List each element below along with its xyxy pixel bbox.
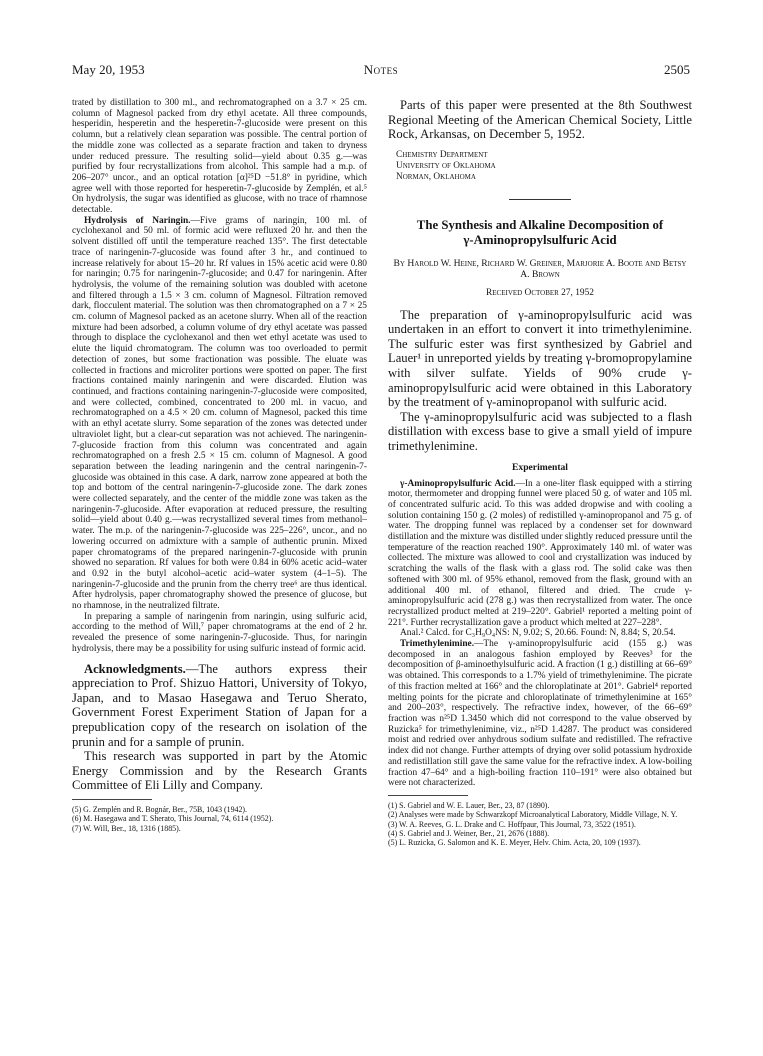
paragraph-body: —The γ-aminopropylsulfuric acid (155 g.) was decomposed in an analogous fashion employed by Reeves³ for the decomposition of β-aminoethylsulfuric acid. A fraction (1 g.) distilling at 66–69° was obtained. This corresponds to a 1.7% yield of trimethylenimine. The picrate of this fraction melted at 166° and the chloroplatinate at 201°. Gabriel⁴ reported melting points for the picrate and chloroplatinate of trimethylenimine at 165° and 200–203°, respectively. The refractive index, however, of the 66–69° fraction was n²⁵D 1.3450 which did not correspond to the value observed by Ruzicka⁵ for trimethylenimine, viz., n²⁵D 1.4287. The product was considered moist and redried over anhydrous sodium sulfate and redistilled. The refractive index did not change. Further attempts of drying over solid potassium hydroxide and redistillation still gave the same value for the refractive index. A low-boiling fraction 47–64° and a high-boiling fraction 110–191° were also obtained but were not characterized. [388, 639, 692, 789]
section-divider [509, 199, 571, 200]
paragraph-body: —Five grams of naringin, 100 ml. of cyclohexanol and 50 ml. of formic acid were refluxed 20 hr. and then the solvent distilled off until the temperature reached 135°. The first detectable trace of naringenin-7-glucoside was found after 3 hr., and continued to increase relatively for about 15–20 hr. Rf values in 15% acetic acid were 0.80 for naringin; 0.75 for naringenin-7-glucoside; and 0.47 for naringenin. After hydrolysis, the volume of the remaining solution was doubled with acetone and filtered through a 1.5 × 3 cm. column of Magnesol. Filtration removed dark, flocculent material. The solution was then chromatographed on a 7 × 25 cm. column of Magnesol packed as an acetone slurry. When all of the reaction mixture had been adsorbed, a column volume of dry ethyl acetate was passed through to displace the cyclohexanol and then wet ethyl acetate was used to elute the liquid chromatogram. The column was too overloaded to permit detection of zones, but some fractionation was possible. The eluate was collected in fractions and microliter portions were spotted on paper. The first fractions contained mainly naringenin and were discarded. Elution was continued, and fractions containing naringenin-7-glucoside were composited, and were collected, combined, concentrated to 200 ml. in vacuo, and rechromatographed on a 4.5 × 20 cm. column of Magnesol, packed this time with an ethyl acetate slurry. Some separation of the zones was detected under ultraviolet light, but a clear-cut separation was not achieved. The naringenin-7-glucoside fraction from this column was concentrated and again rechromatographed on a fresh 2.5 × 15 cm. column of Magnesol. A good separation between the leading naringenin and the central naringenin-7-glucoside was obtained in this case. A dark, narrow zone appeared at both the top and bottom of the central naringenin-7-glucoside zone. The dark zones were collected separately, and the center of the middle zone was taken as the naringenin-7-glucoside. After evaporation at reduced pressure, the resulting solid—yield about 0.40 g.—was recrystallized several times from methanol–water. The m.p. of the naringenin-7-glucoside was 225–226°, uncor., and no lowering occurred on admixture with a sample of authentic prunin. Mixed paper chromatograms of the prepared naringenin-7-glucoside with prunin showed no separation. Rf values for both were 0.84 in 60% acetic acid–water and 0.92 in the butyl alcohol–acetic acid–water system (4–1–5). The naringenin-7-glucoside and the prunin from the cherry tree⁶ are thus identical. After hydrolysis, paper chromatography showed the presence of glucose, but no rhamnose, in the neutralized filtrate. [72, 215, 367, 612]
running-header [72, 62, 690, 78]
presentation-note: Parts of this paper were presented at the 8th Southwest Regional Meeting of the American Chemical Society, Little Rock, Arkansas, on December 5, 1952. [388, 98, 692, 142]
right-footnotes [388, 801, 692, 847]
acknowledgments-heading: Acknowledgments. [84, 661, 186, 676]
affiliation-line: University of Oklahoma [396, 160, 496, 171]
support-paragraph: This research was supported in part by the Atomic Energy Commission and by the Research Grants Committee of Eli Lilly and Company. [72, 749, 367, 793]
intro-paragraph: The γ-aminopropylsulfuric acid was subjected to a flash distillation with excess base to give a small yield of impure trimethylenimine. [388, 409, 692, 453]
naringin-hydrolysis-paragraph [72, 216, 367, 612]
footnote: (7) W. Will, Ber., 18, 1316 (1885). [72, 823, 181, 833]
affiliation-line: Chemistry Department [396, 149, 488, 160]
footnote: (5) G. Zemplén and R. Bognár, Ber., 75B, 1043 (1942). [72, 804, 248, 814]
article-title [388, 218, 692, 248]
header-date: May 20, 1953 [72, 62, 145, 77]
run-in-heading: Trimethylenimine. [400, 639, 475, 650]
header-section: Notes [363, 62, 399, 77]
footnote-rule [72, 799, 152, 800]
sulfuric-acid-paragraph: In preparing a sample of naringenin from naringin, using sulfuric acid, according to the method of Will,⁷ paper chromatograms at the end of 2 hr. revealed the presence of some naringenin-7-glucoside. Thus, for naringin hydrolysis, there may be a possibility for using sulfuric instead of formic acid. [72, 611, 367, 654]
analysis-line: Anal.² Calcd. for C₃H₉O₄NS: N, 9.02; S, 20.66. Found: N, 8.84; S, 20.54. [400, 628, 676, 639]
acknowledgments-paragraph [72, 662, 367, 750]
footnote: (3) W. A. Reeves, G. L. Drake and C. Hoffpaur, This Journal, 73, 3522 (1951). [388, 819, 636, 829]
continued-paragraph: trated by distillation to 300 ml., and rechromatographed on a 3.7 × 25 cm. column of Magnesol packed from dry ethyl acetate. All three compounds, hesperidin, hesperetin and the hesperetin-7-glucoside were present on this column, but a relatively clean separation was possible. The central portion of the middle zone was collected as a separate fraction and taken to dryness under reduced pressure. The resulting solid—yield about 0.35 g.—was purified by four recrystallizations from alcohol. This sample had a m.p. of 206–207° uncor., and an optical rotation [α]²⁵D −51.8° in pyridine, which agree well with those reported for hesperetin-7-glucoside by Zemplén, et al.⁵ On hydrolysis, the sugar was identified as glucose, with no trace of rhamnose detectable. [72, 98, 367, 216]
paragraph-body: —The authors express their appreciation to Prof. Shizuo Hattori, University of Tokyo, Japan, and to Masao Hasegawa and Teruo Sherato, Government Forest Experiment Station of Japan for a prepublication copy of the research on isolation of the prunin and for a sample of prunin. [72, 661, 367, 749]
footnote: (5) L. Ruzicka, G. Salomon and K. E. Meyer, Helv. Chim. Acta, 20, 109 (1937). [388, 838, 641, 848]
title-line: The Synthesis and Alkaline Decomposition of [416, 217, 664, 232]
left-column [72, 98, 367, 998]
experimental-heading: Experimental [512, 461, 568, 473]
affiliation [396, 150, 692, 183]
intro-paragraph: The preparation of γ-aminopropylsulfuric acid was undertaken in an effort to convert it into trimethylenimine. The sulfuric ester was first synthesized by Gabriel and Lauer¹ in unreported yields by treating γ-bromopropylamine with silver sulfate. Yields of 90% crude γ-aminopropylsulfuric acid were obtained in this Laboratory by the treatment of γ-aminopropanol with sulfuric acid. [388, 307, 692, 410]
aminopropylsulfuric-acid-paragraph [388, 479, 692, 629]
footnote: (1) S. Gabriel and W. E. Lauer, Ber., 23, 87 (1890). [388, 800, 550, 810]
affiliation-line: Norman, Oklahoma [396, 171, 476, 182]
footnote: (2) Analyses were made by Schwarzkopf Microanalytical Laboratory, Middle Village, N. Y. [388, 810, 678, 820]
run-in-heading: Hydrolysis of Naringin. [84, 215, 191, 226]
title-line: γ-Aminopropylsulfuric Acid [463, 232, 617, 247]
header-page-number: 2505 [664, 62, 690, 77]
run-in-heading: γ-Aminopropylsulfuric Acid. [400, 478, 516, 489]
trimethylenimine-paragraph [388, 639, 692, 789]
received-date: Received October 27, 1952 [486, 287, 594, 298]
footnote-rule [388, 795, 468, 796]
footnote: (6) M. Hasegawa and T. Sherato, This Journal, 74, 6114 (1952). [72, 814, 274, 824]
right-column [388, 98, 692, 1003]
footnote: (4) S. Gabriel and J. Weiner, Ber., 21, 2676 (1888). [388, 828, 550, 838]
author-list: By Harold W. Heine, Richard W. Greiner, Marjorie A. Boote and Betsy A. Brown [393, 257, 687, 281]
paragraph-body: —In a one-liter flask equipped with a stirring motor, thermometer and dropping funnel were placed 50 g. of water and 105 ml. of concentrated sulfuric acid. To this was added dropwise and with cooling a solution containing 150 g. (2 moles) of redistilled γ-aminopropanol and 75 g. of water. The dropping funnel was replaced by a condenser set for downward distillation and the mixture was distilled under slightly reduced pressure until the temperature of the reaction reached 190°. Approximately 140 ml. of water was collected. The mixture was allowed to cool and crystallization was induced by scratching the walls of the flask with a glass rod. The solid cake was then softened with 300 ml. of 95% ethanol, removed from the flask, ground with an additional 400 ml. of ethanol, filtered and dried. The crude γ-aminopropylsulfuric acid (278 g.) was then recrystallized from water. The once recrystallized product melted at 219–220°. Gabriel¹ reported a melting point of 221°. Further recrystallization gave a product which melted at 227–228°. [388, 478, 692, 628]
left-footnotes [72, 805, 367, 833]
